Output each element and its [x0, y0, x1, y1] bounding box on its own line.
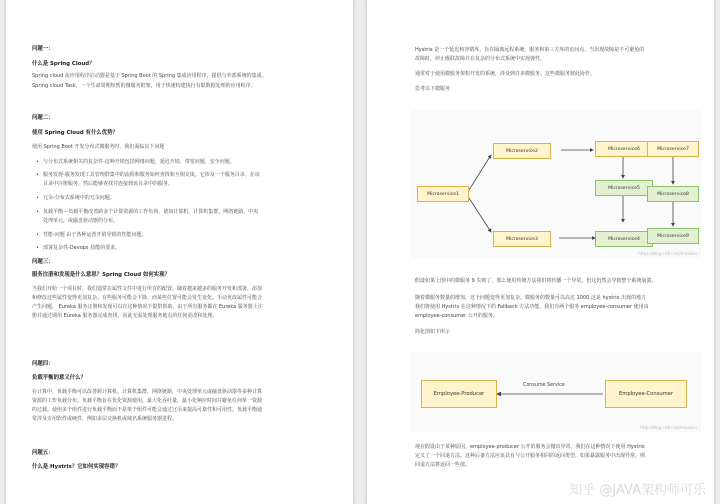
left-text-line: • 与分布式系统相关的复杂性-这种开销包括网络问题，延迟开销，带宽问题，安全问题。	[43, 158, 235, 166]
left-text-line: 常涉及专用软件或硬件，例如多层交换机或域名系统服务器进程。	[32, 416, 178, 422]
left-text-line: 使用 Spring Boot 开发分布式微服务时，我们面临以下问题	[32, 144, 165, 150]
left-text-line: 服务注册和发现是什么意思？Spring Cloud 如何实现？	[32, 272, 170, 278]
document-page-left	[6, 0, 353, 504]
node-microservice5: Microservice5	[595, 180, 653, 196]
node-microservice8: Microservice8	[647, 186, 699, 202]
left-text-line: Spring cloud 流应用程序启动器是基于 Spring Boot 的 Spring 集成应用程序，提供与外部系统的集成。	[32, 73, 267, 79]
right-text-line: Hystrix 是一个延迟和容错库，旨在隔离远程系统，服务和第三方库的访问点，当出现故障是不可避免的	[415, 47, 645, 53]
employee-producer-box: Employee-Producer	[421, 380, 497, 408]
left-text-line: • 负载平衡 --负载平衡改善跨多个计算资源的工作负荷，诸如计算机，计算机集群，网络链路，中央	[43, 208, 258, 216]
right-text-line: 回退方法将返回一些值。	[415, 462, 471, 468]
left-text-line: 问题三：	[32, 259, 54, 265]
right-text-line: 随着微服务数量的增加，这个问题变得更加复杂。微服务的数量可以高达 1000.这是 hystrix 出现的地方	[415, 295, 647, 301]
right-text-line: 我们将使用 Hystrix 在这种情况下的 Fallback 方法功能。我们有两个服务 employee-consumer 使用由	[415, 304, 649, 310]
left-text-line: 和修改这些属性变得更加复杂。有些服务可能会下降，而某些位置可能会发生变化。手动更改属性可能会	[32, 295, 263, 301]
right-text-line: 定义了一个回退方法。这种后备方法应该具有与公开服务相同的返回类型。如果暴露服务中出现异常，则	[415, 453, 646, 459]
right-text-line: employee-consumer 公开的服务。	[415, 313, 498, 319]
right-text-line: 现在假设由于某种原因，employee-producer 公开的服务会抛出异常。我们在这种情况下使用 Hystrix	[415, 444, 645, 450]
right-text-line: 简化图如下所示	[415, 329, 451, 335]
left-text-line: • 冗余-分布式系统中的冗余问题。	[43, 194, 115, 202]
node-microservice9: Microservice9	[647, 228, 699, 244]
left-text-line: 处理单元，或磁盘驱动器的分布。	[43, 218, 119, 224]
left-text-line: 册并通过调用 Eureka 服务器完成查找，因此无需处理服务地点的任何更改和处理。	[32, 313, 218, 319]
consume-service-label: Consume Service	[523, 383, 565, 388]
left-text-line: • 部署复杂性-Devops 技能的要求。	[43, 244, 120, 252]
diagram2-watermark: http://blog.csdn.net/moakun	[640, 425, 697, 430]
left-text-line: 问题二：	[32, 115, 54, 121]
document-page-right	[367, 0, 714, 504]
left-text-line: 问题一：	[32, 46, 54, 52]
left-text-line: 什么是 Hystrix？它如何实现容错？	[32, 464, 121, 470]
left-text-line: 问题五：	[32, 450, 54, 456]
node-microservice1: Microservice1	[417, 186, 469, 202]
node-microservice3: Microservice3	[493, 231, 551, 247]
left-text-line: 资源的工作负载分布。负载平衡旨在优化资源使用，最大化吞吐量，最小化响应时间并避免任何单一资源	[32, 398, 263, 404]
left-text-line: 使用 Spring Cloud 有什么优势？	[32, 130, 118, 136]
right-text-line: 假设如果上图中的微服务 9 失败了，那么使用传统方法我们将传播一个异常。但这仍然会导致整个系统崩溃。	[415, 278, 657, 284]
producer-consumer-diagram	[411, 352, 701, 432]
left-text-line: Spring cloud Task，一个生命周期短暂的微服务框架，用于快速构建执行有限数据处理的应用程序。	[32, 83, 256, 89]
diagram1-watermark: https://blog.csdn.net/moakun	[638, 251, 697, 256]
left-text-line: • 性能-问题 由于各种运营开销导致的性能问题。	[43, 231, 146, 239]
left-text-line: 目录中注册服务，然后能够查找并连接到该目录中的服务。	[43, 181, 174, 187]
left-text-line: 负载平衡的意义什么？	[32, 375, 86, 381]
right-text-line: 故障时，停止级联故障并在复杂的分布式系统中实现弹性。	[415, 56, 546, 62]
left-text-line: 问题四：	[32, 361, 54, 367]
zhihu-watermark: 知乎 @JAVA架构师可乐	[569, 483, 706, 498]
left-text-line: 产生问题。 Eureka 服务注册和发现可以在这种情况下提供帮助。由于所有服务都在 Eureka 服务器上注	[32, 304, 263, 310]
left-text-line: 的过载。使用多个组件进行负载平衡而不是单个组件可能会通过冗余来提高可靠性和可用性。负载平衡通	[32, 407, 263, 413]
left-text-line: 在计算中，负载平衡可以改善跨计算机，计算机集群，网络链路，中央处理单元或磁盘驱动器等多种计算	[32, 389, 263, 395]
left-text-line: 什么是 Spring Cloud？	[32, 61, 95, 67]
microservices-diagram	[411, 110, 701, 258]
node-microservice7: Microservice7	[647, 141, 699, 157]
node-microservice6: Microservice6	[595, 141, 653, 157]
employee-consumer-box: Employee-Consumer	[605, 380, 687, 408]
right-text-line: 思考以下微服务	[415, 86, 451, 92]
left-text-line: 当我们开始一个项目时，我们通常在属性文件中进行所有的配置。随着越来越多的服务开发和部署，添加	[32, 286, 263, 292]
node-microservice4: Microservice4	[595, 231, 653, 247]
node-microservice2: Microservice2	[493, 143, 551, 159]
left-text-line: • 服务发现-服务发现工具管理群集中的流程和服务如何查找和互相交谈。它涉及一个服务目录，在该	[43, 171, 260, 179]
right-text-line: 通常对于使用微服务架构开发的系统，涉及到许多微服务。这些微服务彼此协作。	[415, 71, 596, 77]
